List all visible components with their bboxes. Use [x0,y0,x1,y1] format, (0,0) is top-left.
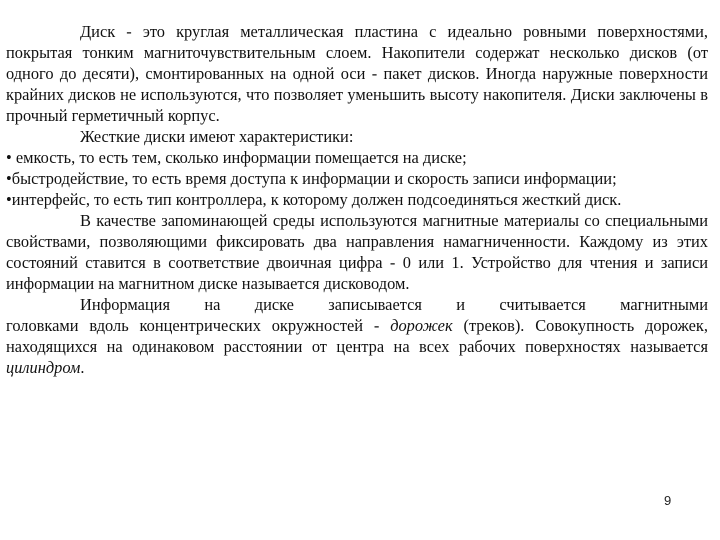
paragraph-magnetic-media: В качестве запоминающей среды используются магнитные материалы со специальными свойствами, позволяющими фиксировать два направления намагниченности. Каждому из этих состояний ставится в соответствие двоичная цифра - 0 или 1. Устройство для чтения и записи информации на магнитном диске называется дисководом. [6,211,708,293]
paragraph-tracks-rest [6,315,708,378]
tracks-text-after: (треков). Совокупность дорожек, находящихся на одинаковом расстоянии от центра на всех рабочих поверхностях называется [6,316,708,356]
tracks-text-before: головками вдоль концентрических окружностей - [6,316,380,335]
bullet-interface: •интерфейс, то есть тип контроллера, к которому должен подсоединяться жесткий диск. [6,190,622,209]
document-body [6,21,708,378]
term-tracks: дорожек [390,316,453,335]
page-number: 9 [664,493,672,508]
paragraph-characteristics-intro: Жесткие диски имеют характеристики: [80,127,354,146]
paragraph-disk-definition: Диск - это круглая металлическая пластина с идеально ровными поверхностями, покрытая тонким магниточувствительным слоем. Накопители содержат несколько дисков (от одного до десяти), смонтированных на одной оси - пакет дисков. Иногда наружные поверхности крайних дисков не используются, что позволяет уменьшить высоту накопителя. Диски заключены в прочный герметичный корпус. [6,22,708,125]
paragraph-tracks-line-1: Информация на диске записывается и считывается магнитными [80,295,708,314]
term-cylinder: цилиндром [6,358,81,377]
bullet-capacity: • емкость, то есть тем, сколько информации помещается на диске; [6,148,467,167]
end-punctuation: . [80,358,85,377]
bullet-speed: •быстродействие, то есть время доступа к информации и скорость записи информации; [6,169,617,188]
